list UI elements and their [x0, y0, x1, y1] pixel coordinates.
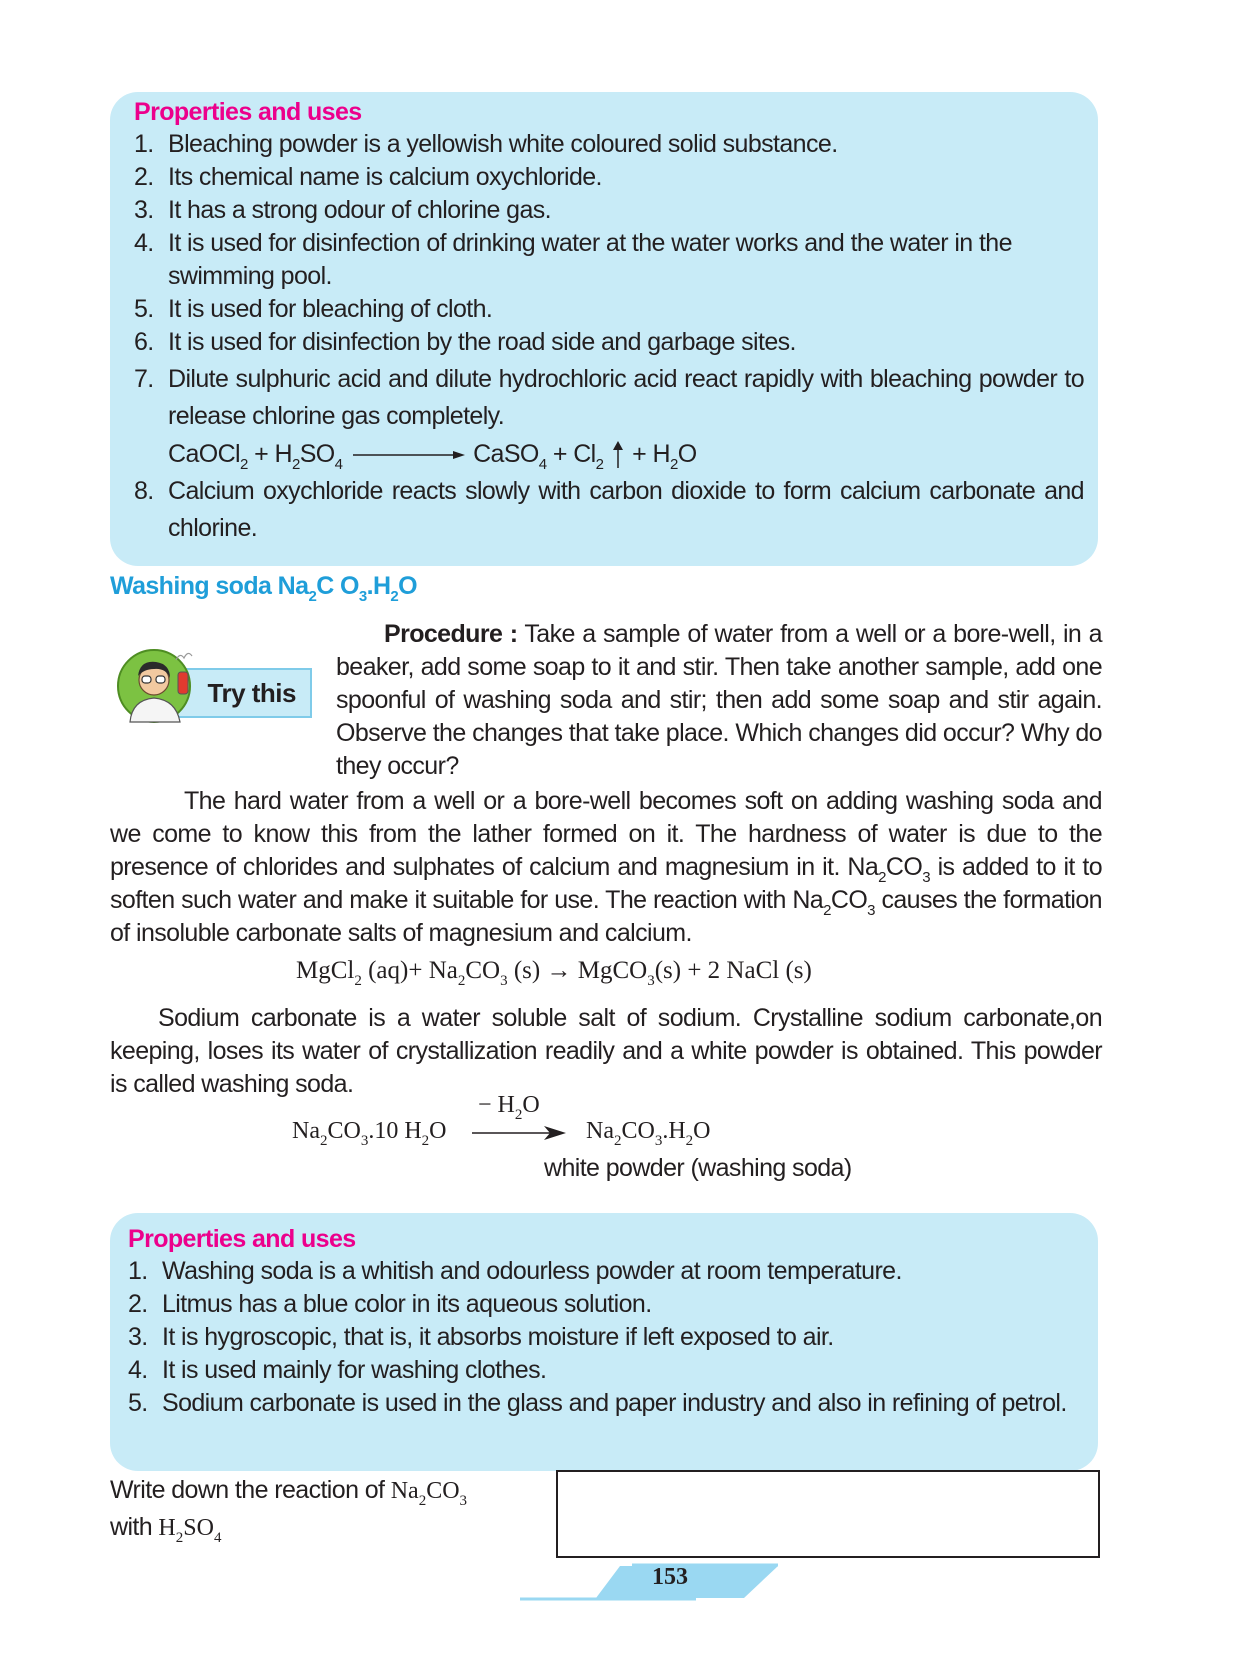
washing-soda-equation [292, 1092, 992, 1184]
section-heading-washing-soda: Washing soda $Na_2C$ $O_3.H_2O$ [110, 572, 418, 605]
scientist-icon [110, 642, 206, 724]
properties-box-washing-soda [110, 1213, 1098, 1471]
product-caption: white powder (washing soda) [544, 1154, 852, 1182]
list-item: 5. Sodium carbonate is used in the glass and paper industry and also in refining of petrol. [128, 1389, 1067, 1417]
exercise-question: Write down the reaction of $Na_2CO_3$ with $H_2SO_4$ [110, 1476, 468, 1546]
procedure-paragraph: Procedure : Take a sample of water from a well or a bore-well, in a beaker, add some soap to it and stir. Then take another sample, add one spoonful of washing soda and stir; then add some soap and stir again. Observe the changes that take place. Which changes did occur? Why do they occur? [336, 620, 1102, 780]
gas-evolved-arrow-icon [610, 440, 626, 470]
try-this-badge [110, 642, 315, 724]
list-item: 1. Bleaching powder is a yellowish white coloured solid substance. [134, 130, 838, 158]
hard-water-paragraph: The hard water from a well or a bore-well becomes soft on adding washing soda and we come to know this from the lather formed on it. The hardness of water is due to the presence of chlorides and sulphates of calcium and magnesium in it. $Na_2CO_3$ is added to it to soften such water and make it suitable for use. The reaction with $Na_2CO_3$ causes the formation of insoluble carbonate salts of magnesium and calcium. [110, 787, 1103, 947]
reaction-arrow-icon [349, 448, 467, 462]
list-item: 6. It is used for disinfection by the road side and garbage sites. [134, 328, 796, 356]
equation-rhs: $Na_2CO_3.H_2O$ [586, 1118, 711, 1149]
list-item: 8. Calcium oxychloride reacts slowly with carbon dioxide to form calcium carbonate and chlorine. [134, 477, 1084, 542]
try-this-label: Try this [168, 668, 312, 718]
magnesium-equation: MgCl$_2$ $(aq)+ Na_2CO_3$ (s) → MgCO$_3$(s) + 2 NaCl (s) [296, 957, 812, 989]
list-item: 1. Washing soda is a whitish and odourless powder at room temperature. [128, 1257, 902, 1285]
list-item: 4. It is used for disinfection of drinking water at the water works and the water in the swimming pool. [134, 229, 1012, 290]
answer-box[interactable] [556, 1470, 1100, 1558]
page-number-tab [520, 1558, 780, 1604]
procedure-label: Procedure : [384, 620, 518, 648]
list-item: 4. It is used mainly for washing clothes. [128, 1356, 547, 1384]
list-item: 3. It has a strong odour of chlorine gas. [134, 196, 551, 224]
list-item: 5. It is used for bleaching of cloth. [134, 295, 493, 323]
equation-lhs: $Na_2CO_3.10$ $H_2O$ [292, 1118, 447, 1149]
properties-heading: Properties and uses [128, 1225, 356, 1253]
bleaching-equation: CaOCl$_2$ + $H_2SO_4$ CaSO$_4$ + $Cl_2 + H_2O$ [168, 440, 697, 473]
properties-box-bleaching [110, 92, 1098, 566]
sodium-carbonate-paragraph: Sodium carbonate is a water soluble salt of sodium. Crystalline sodium carbonate,on keeping, loses its water of crystallization readily and a white powder is obtained. This powder is called washing soda. [110, 1004, 1102, 1098]
page-number: 153 [652, 1564, 688, 1590]
list-item: 2. Its chemical name is calcium oxychloride. [134, 163, 602, 191]
properties-list [134, 128, 1084, 547]
reaction-arrow-icon [470, 1124, 570, 1142]
list-item: 7. Dilute sulphuric acid and dilute hydrochloric acid react rapidly with bleaching powder to release chlorine gas completely. [134, 365, 1084, 430]
properties-list [128, 1255, 1084, 1420]
arrow-condition: − $H_2O$ [478, 1092, 540, 1123]
properties-heading: Properties and uses [134, 98, 362, 126]
list-item: 3. It is hygroscopic, that is, it absorbs moisture if left exposed to air. [128, 1323, 834, 1351]
list-item: 2. Litmus has a blue color in its aqueous solution. [128, 1290, 652, 1318]
